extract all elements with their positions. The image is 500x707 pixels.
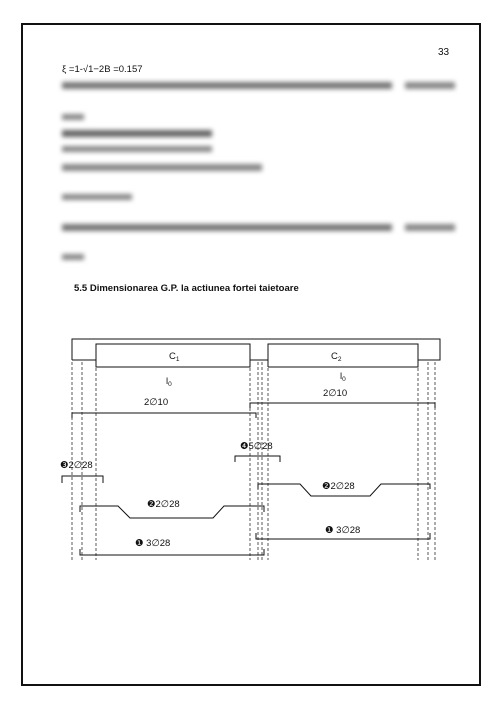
bar-label-top-left: 2∅10 — [144, 397, 169, 408]
page-number: 33 — [438, 47, 450, 58]
bar-4-support — [235, 456, 280, 462]
bar-top-left — [72, 413, 256, 418]
span-box-left — [86, 344, 250, 367]
bar-label-2-left: ❷2∅28 — [147, 499, 180, 510]
span-box-right — [268, 344, 418, 367]
section-title: 5.5 Dimensionarea G.P. la actiunea fortei taietoare — [74, 283, 299, 294]
length-label-right: $l_0$ — [340, 371, 346, 383]
span-label-left: $C_1$ — [169, 351, 180, 363]
bar-label-1-right: ❶ 3∅28 — [325, 525, 361, 536]
length-label-left: $l_0$ — [166, 376, 172, 388]
bar-label-2-right: ❷2∅28 — [322, 481, 355, 492]
bar-1-left — [80, 549, 264, 555]
span-label-right: $C_2$ — [331, 351, 342, 363]
bar-label-1-left: ❶ 3∅28 — [135, 538, 171, 549]
bar-label-3: ❸2∅28 — [60, 460, 93, 471]
bar-label-4: ❹5∅28 — [240, 441, 273, 452]
beam-outline — [72, 339, 440, 360]
bar-top-right — [250, 403, 435, 408]
bar-3-left — [62, 476, 103, 483]
bar-label-top-right: 2∅10 — [323, 388, 348, 399]
formula-xi: ξ =1-√1−2B =0.157 — [62, 64, 143, 75]
